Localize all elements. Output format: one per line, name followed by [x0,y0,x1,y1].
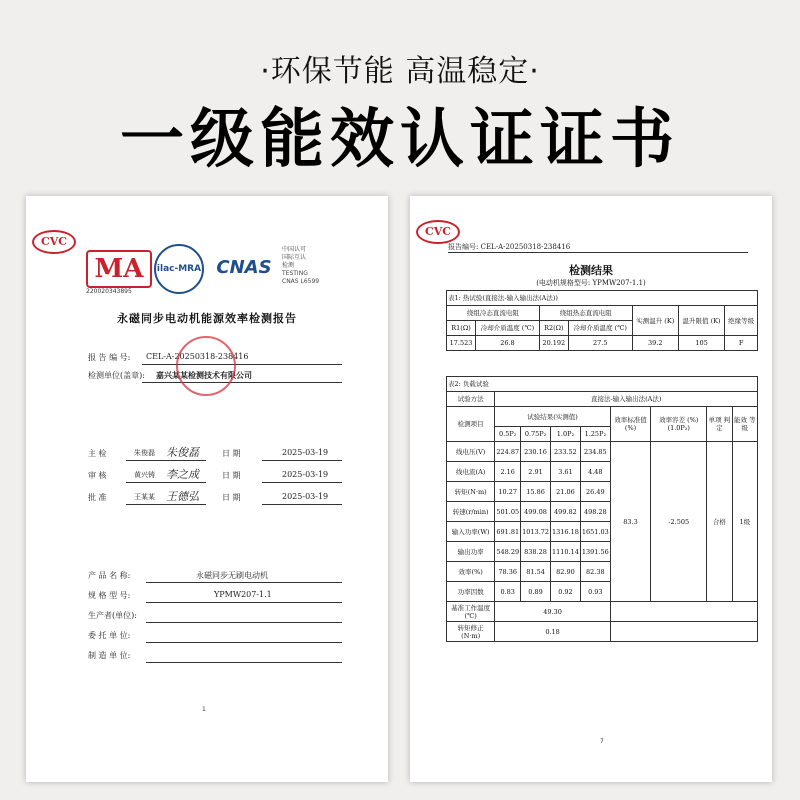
table1-subheader: R2(Ω) [539,321,568,336]
item-label: 检测项目 [447,407,495,442]
table1-cell: 27.5 [568,336,632,351]
cell: 0.83 [495,582,521,602]
cell: 4.48 [580,462,610,482]
ma-code: 220020343895 [86,288,132,295]
table1-caption: 表1: 热试验(直接法-输入输出法(A法)) [447,291,758,306]
approval-date-label-3: 日 期 [222,493,241,502]
tol-value: -2.505 [651,442,707,602]
approval-name-3: 王某某 [134,493,155,501]
signature-3: 王德弘 [166,490,199,503]
torque-label: 转矩修正 (N·m) [447,622,495,642]
table1-cell: 39.2 [632,336,678,351]
product-label-1: 产 品 名 称: [88,571,131,580]
load-point: 1.0P₂ [550,427,580,442]
approval-role-2: 审 核 [88,471,107,480]
cell: 21.06 [550,482,580,502]
cell: 0.93 [580,582,610,602]
table1-header: 绝缘等级 [725,306,758,336]
cell: 0.92 [550,582,580,602]
table1-cell: 20.192 [539,336,568,351]
official-stamp [176,336,236,396]
result-page [410,196,772,782]
table1-cell: F [725,336,758,351]
cell: 26.49 [580,482,610,502]
approval-date-2: 2025-03-19 [282,470,329,479]
cell: 224.87 [495,442,521,462]
table1-cell: 17.523 [447,336,476,351]
cell: 234.85 [580,442,610,462]
product-label-3: 生产者(单位): [88,611,137,620]
cell: 691.81 [495,522,521,542]
cell: 82.90 [550,562,580,582]
cell: 233.52 [550,442,580,462]
load-test-table [446,376,758,642]
cell: 78.36 [495,562,521,582]
report-no-line: 报告编号: CEL-A-20250318-238416 [448,242,570,252]
approval-date-label-1: 日 期 [222,449,241,458]
tol-label: 效率容差 (%) (1.0P₂) [651,407,707,442]
table2-caption: 表2: 负载试验 [447,377,758,392]
cell: 2.91 [521,462,551,482]
cvc-logo: CVC [416,220,460,244]
cell: 15.86 [521,482,551,502]
temp-label: 基准工作温度 (℃) [447,602,495,622]
approval-date-label-2: 日 期 [222,471,241,480]
row-label: 输出功率 [447,542,495,562]
report-no-label: 报 告 编 号: [88,353,131,362]
heat-test-table [446,290,758,351]
judge-value: 合格 [707,442,732,602]
signature-2: 李之成 [166,468,199,481]
results-label: 试验结果(实测值) [495,407,610,427]
cell: 498.28 [580,502,610,522]
row-label: 转矩(N·m) [447,482,495,502]
table1-cell: 105 [678,336,724,351]
cell: 499.82 [550,502,580,522]
cell: 1651.03 [580,522,610,542]
ilac-logo: ilac-MRA [154,244,204,294]
row-label: 效率(%) [447,562,495,582]
grade-label: 能效 等级 [732,407,757,442]
approval-role-3: 批 准 [88,493,107,502]
cvc-logo: CVC [32,230,76,254]
product-label-4: 委 托 单 位: [88,631,131,640]
subtitle: ·环保节能 高温稳定· [260,54,540,89]
cell: 501.05 [495,502,521,522]
cell: 10.27 [495,482,521,502]
cell: 1316.18 [550,522,580,542]
cell: 1013.72 [521,522,551,542]
row-label: 功率因数 [447,582,495,602]
page-number: 1 [202,706,206,713]
cell: 2.16 [495,462,521,482]
table1-header: 绕组冷态直流电阻 [447,306,540,321]
torque-value: 0.18 [495,622,610,642]
row-label: 线电流(A) [447,462,495,482]
method-value: 直接法-输入输出法(A法) [495,392,758,407]
cell: 548.29 [495,542,521,562]
approval-role-1: 主 检 [88,449,107,458]
product-label-5: 制 造 单 位: [88,651,131,660]
cell: 81.54 [521,562,551,582]
std-value: 83.3 [610,442,651,602]
org-label: 检测单位(盖章): [88,371,145,380]
cell: 3.61 [550,462,580,482]
ma-logo: MA [86,250,152,288]
row-label: 线电压(V) [447,442,495,462]
load-point: 0.75P₂ [521,427,551,442]
approval-name-1: 朱俊磊 [134,449,155,457]
cell: 1391.56 [580,542,610,562]
table1-header: 实测温升 (K) [632,306,678,336]
cell: 1110.14 [550,542,580,562]
cnas-text: 中国认可 国际互认 检测 TESTING CNAS L6599 [282,246,320,285]
page-title: 一级能效认证证书 [120,103,680,177]
product-label-2: 规 格 型 号: [88,591,131,600]
load-point: 0.5P₂ [495,427,521,442]
table1-subheader: 冷却介质温度 (℃) [476,321,540,336]
judge-label: 单项 判定 [707,407,732,442]
table1-subheader: R1(Ω) [447,321,476,336]
row-label: 输入功率(W) [447,522,495,542]
load-point: 1.25P₂ [580,427,610,442]
product-value-2: YPMW207-1.1 [214,590,272,599]
report-no: CEL-A-20250318-238416 [146,352,249,361]
signature-1: 朱俊磊 [166,446,199,459]
table1-header: 绕组热态直流电阻 [539,306,632,321]
cell: 838.28 [521,542,551,562]
page-number: 7 [600,738,604,745]
row-label: 转速(r/min) [447,502,495,522]
cell: 0.89 [521,582,551,602]
cover-page [26,196,388,782]
grade-value: 1级 [732,442,757,602]
result-title: 检测结果 [569,264,613,277]
approval-date-1: 2025-03-19 [282,448,329,457]
org-value: 嘉兴某某检测技术有限公司 [156,370,252,380]
table1-header: 温升限值 (K) [678,306,724,336]
temp-value: 49.30 [495,602,610,622]
cell: 82.38 [580,562,610,582]
method-label: 试验方法 [447,392,495,407]
approval-name-2: 黄兴铸 [134,471,155,479]
cnas-logo: CNAS [216,256,272,278]
report-title: 永磁同步电动机能源效率检测报告 [117,312,297,325]
cell: 230.16 [521,442,551,462]
approval-date-3: 2025-03-19 [282,492,329,501]
cell: 499.08 [521,502,551,522]
std-label: 效率标准值 (%) [610,407,651,442]
product-value-1: 永磁同步无刷电动机 [196,571,268,580]
result-subtitle: (电动机规格型号: YPMW207-1.1) [536,279,646,287]
table1-cell: 26.8 [476,336,540,351]
table1-subheader: 冷却介质温度 (℃) [568,321,632,336]
